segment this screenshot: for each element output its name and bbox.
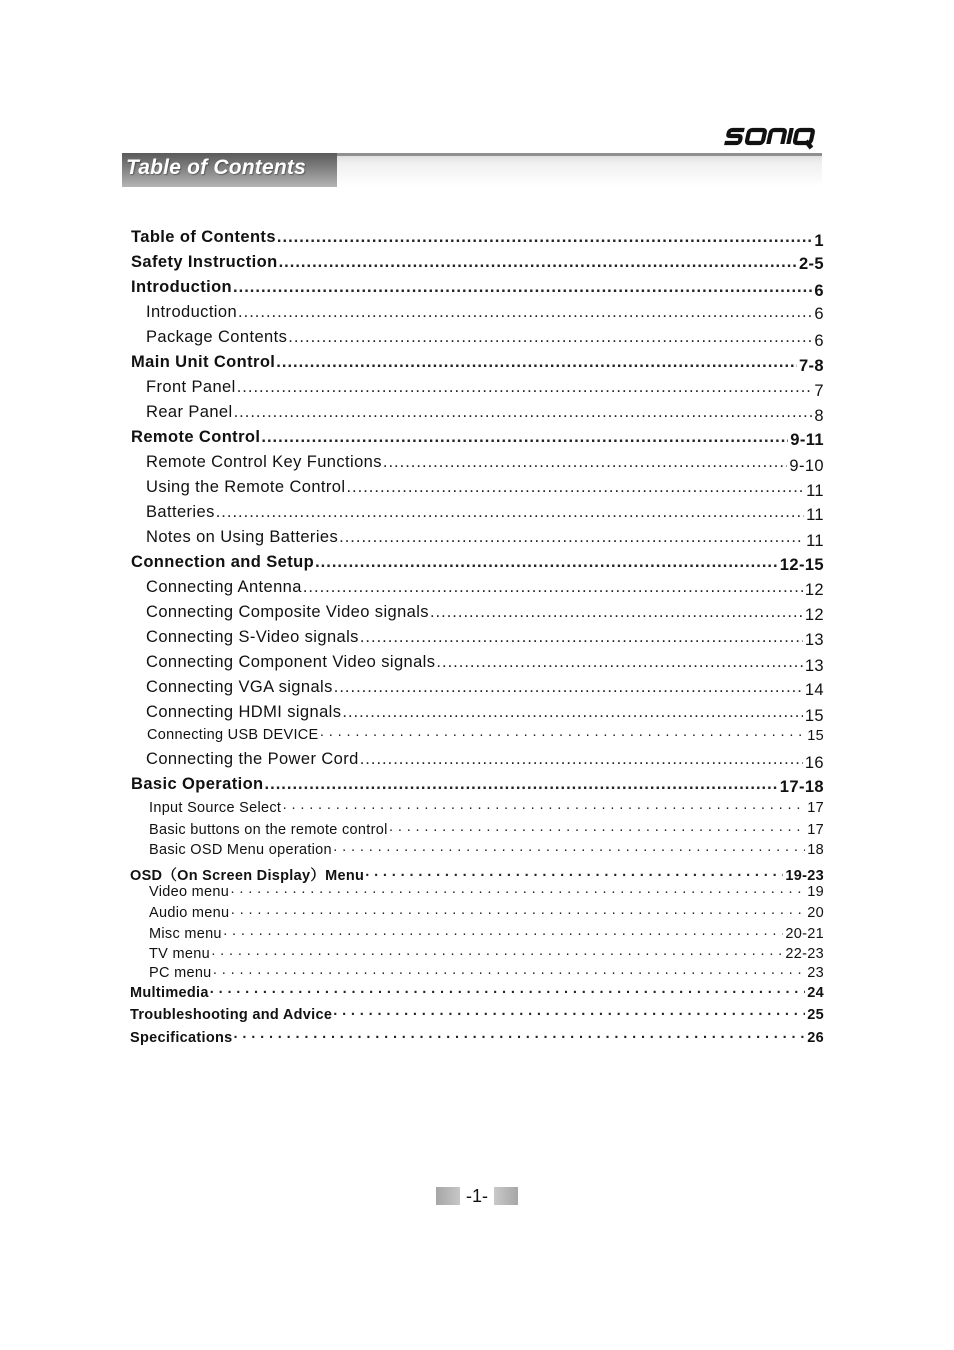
toc-entry bbox=[146, 628, 824, 647]
toc-entry-label: Connecting USB DEVICE bbox=[147, 727, 319, 743]
toc-entry-label: Basic OSD Menu operation bbox=[149, 842, 332, 858]
toc-entry-label: TV menu bbox=[149, 946, 210, 962]
toc-entry-label: Using the Remote Control bbox=[146, 478, 346, 496]
toc-entry-page: 11 bbox=[806, 482, 824, 500]
toc-entry bbox=[146, 503, 824, 522]
toc-entry-label: Batteries bbox=[146, 503, 215, 521]
toc-entry-label: PC menu bbox=[149, 965, 212, 981]
toc-entry-label: Basic Operation bbox=[131, 775, 264, 793]
toc-entry-page: 14 bbox=[804, 681, 824, 699]
toc-entry-page: 6 bbox=[814, 332, 824, 350]
toc-entry-page: 6 bbox=[814, 305, 824, 323]
toc-entry bbox=[131, 278, 824, 300]
toc-entry bbox=[131, 253, 824, 272]
toc-entry bbox=[149, 822, 824, 838]
toc-dot-leader bbox=[279, 253, 797, 272]
toc-entry-page: 17 bbox=[807, 822, 824, 838]
toc-entry-label: Connecting HDMI signals bbox=[146, 703, 342, 721]
toc-entry-page: 13 bbox=[804, 657, 824, 675]
toc-entry bbox=[146, 603, 824, 622]
toc-dot-leader bbox=[211, 946, 783, 962]
toc-entry bbox=[146, 678, 824, 697]
toc-entry-label: Multimedia bbox=[130, 985, 209, 1001]
toc-entry-label: Connection and Setup bbox=[131, 553, 315, 571]
toc-entry-page: 7-8 bbox=[798, 357, 824, 375]
toc-dot-leader bbox=[233, 278, 812, 297]
toc-entry bbox=[146, 578, 824, 597]
toc-entry bbox=[146, 378, 824, 400]
footer-bar-right bbox=[490, 1187, 518, 1205]
toc-entry-page: 2-5 bbox=[798, 255, 824, 273]
toc-entry-label: Connecting VGA signals bbox=[146, 678, 333, 696]
toc-entry-label: Troubleshooting and Advice bbox=[130, 1007, 333, 1023]
toc-entry-page: 12-15 bbox=[779, 556, 824, 574]
toc-entry-page: 11 bbox=[806, 506, 824, 524]
toc-entry-label: Remote Control Key Functions bbox=[146, 453, 382, 471]
page-number: -1- bbox=[460, 1186, 494, 1206]
toc-dot-leader bbox=[234, 403, 813, 422]
toc-entry-page: 24 bbox=[807, 985, 824, 1001]
toc-entry-label: Introduction bbox=[146, 303, 238, 321]
toc-dot-leader bbox=[389, 822, 806, 838]
toc-entry-page: 15 bbox=[807, 728, 824, 744]
toc-entry bbox=[131, 775, 824, 794]
toc-entry-label: Rear Panel bbox=[146, 403, 233, 421]
toc-dot-leader bbox=[210, 985, 806, 1001]
toc-entry bbox=[149, 842, 824, 858]
toc-dot-leader bbox=[315, 553, 778, 572]
toc-entry-page: 23 bbox=[807, 965, 824, 981]
toc-dot-leader bbox=[320, 727, 806, 743]
toc-entry-label: Table of Contents bbox=[131, 228, 276, 246]
toc-entry-page: 25 bbox=[807, 1007, 824, 1023]
toc-entry-label: Connecting Antenna bbox=[146, 578, 302, 596]
toc-entry bbox=[130, 985, 824, 1001]
toc-dot-leader bbox=[342, 703, 802, 722]
toc-entry-page: 20-21 bbox=[785, 926, 824, 942]
toc-entry-label: OSD（On Screen Display）Menu bbox=[130, 868, 365, 884]
toc-entry bbox=[130, 864, 824, 885]
toc-entry-label: Notes on Using Batteries bbox=[146, 528, 339, 546]
toc-dot-leader bbox=[334, 678, 803, 697]
toc-dot-leader bbox=[237, 378, 813, 397]
toc-entry bbox=[131, 428, 824, 447]
toc-entry bbox=[131, 228, 824, 250]
toc-entry-page: 9-10 bbox=[789, 457, 824, 475]
toc-entry-label: Video menu bbox=[149, 884, 230, 900]
toc-entry bbox=[149, 905, 824, 921]
toc-dot-leader bbox=[436, 653, 802, 672]
toc-entry-page: 17-18 bbox=[779, 778, 824, 796]
toc-entry bbox=[146, 303, 824, 322]
toc-entry-page: 9-11 bbox=[790, 431, 824, 449]
toc-entry-page: 15 bbox=[804, 707, 824, 725]
toc-entry bbox=[146, 653, 824, 675]
toc-entry-label: Introduction bbox=[131, 278, 233, 296]
toc-entry-page: 12 bbox=[804, 581, 824, 599]
toc-entry-label: Safety Instruction bbox=[131, 253, 278, 271]
toc-entry-label: Basic buttons on the remote control bbox=[149, 822, 388, 838]
toc-entry bbox=[146, 528, 824, 550]
toc-entry bbox=[149, 926, 824, 942]
toc-entry-label: Connecting Component Video signals bbox=[146, 653, 436, 671]
toc-entry-page: 16 bbox=[804, 754, 824, 772]
toc-dot-leader bbox=[360, 750, 803, 769]
toc-entry-label: Connecting the Power Cord bbox=[146, 750, 359, 768]
toc-dot-leader bbox=[282, 800, 805, 816]
toc-dot-leader bbox=[276, 353, 797, 372]
toc-entry bbox=[146, 453, 824, 475]
toc-entry bbox=[146, 328, 824, 350]
toc-dot-leader bbox=[234, 1030, 806, 1046]
toc-dot-leader bbox=[383, 453, 787, 472]
toc-entry-page: 6 bbox=[814, 282, 824, 300]
toc-entry-page: 18 bbox=[807, 842, 824, 858]
toc-entry-page: 20 bbox=[807, 905, 824, 921]
toc-dot-leader bbox=[333, 842, 805, 858]
toc-dot-leader bbox=[360, 628, 803, 647]
toc-entry-page: 17 bbox=[807, 800, 824, 816]
toc-entry-label: Front Panel bbox=[146, 378, 236, 396]
toc-dot-leader bbox=[223, 926, 784, 942]
toc-dot-leader bbox=[213, 965, 806, 981]
toc-entry bbox=[130, 1007, 824, 1023]
toc-entry-label: Main Unit Control bbox=[131, 353, 276, 371]
toc-entry-label: Specifications bbox=[130, 1030, 233, 1046]
toc-entry-label: Connecting Composite Video signals bbox=[146, 603, 429, 621]
toc-entry-label: Audio menu bbox=[149, 905, 230, 921]
toc-dot-leader bbox=[230, 905, 805, 921]
toc-entry bbox=[146, 750, 824, 772]
toc-entry-page: 12 bbox=[804, 606, 824, 624]
toc-dot-leader bbox=[303, 578, 803, 597]
toc-entry bbox=[146, 478, 824, 500]
toc-dot-leader bbox=[333, 1007, 805, 1023]
toc-entry bbox=[146, 703, 824, 725]
toc-dot-leader bbox=[230, 884, 805, 900]
toc-dot-leader bbox=[216, 503, 804, 522]
toc-entry-page: 26 bbox=[807, 1030, 824, 1046]
toc-entry bbox=[131, 553, 824, 572]
toc-entry-label: Package Contents bbox=[146, 328, 288, 346]
toc-entry-page: 19 bbox=[807, 884, 824, 900]
toc-entry-page: 1 bbox=[814, 232, 824, 250]
toc-entry-page: 8 bbox=[814, 407, 824, 425]
toc-dot-leader bbox=[288, 328, 812, 347]
toc-entry-label: Remote Control bbox=[131, 428, 261, 446]
toc-dot-leader bbox=[238, 303, 812, 322]
toc-dot-leader bbox=[277, 228, 813, 247]
toc-entry-page: 13 bbox=[804, 631, 824, 649]
toc-entry bbox=[149, 800, 824, 816]
toc-dot-leader bbox=[265, 775, 778, 794]
toc-entry bbox=[131, 353, 824, 375]
toc-entry-page: 22-23 bbox=[785, 946, 824, 962]
toc-entry bbox=[149, 965, 824, 981]
toc-entry-page: 11 bbox=[806, 532, 824, 550]
toc-entry bbox=[130, 1030, 824, 1046]
page-title: Table of Contents bbox=[126, 156, 306, 179]
toc-entry bbox=[146, 403, 824, 425]
toc-entry-page: 7 bbox=[814, 382, 824, 400]
toc-entry-page: 19-23 bbox=[785, 868, 824, 884]
toc-dot-leader bbox=[430, 603, 803, 622]
toc-dot-leader bbox=[261, 428, 788, 447]
toc-entry bbox=[147, 727, 824, 743]
toc-dot-leader bbox=[346, 478, 804, 497]
toc-entry bbox=[149, 884, 824, 900]
toc-dot-leader bbox=[339, 528, 804, 547]
toc-entry bbox=[149, 946, 824, 962]
toc-entry-label: Connecting S-Video signals bbox=[146, 628, 359, 646]
toc-entry-label: Input Source Select bbox=[149, 800, 282, 816]
toc-dot-leader bbox=[365, 868, 783, 884]
toc-entry-label: Misc menu bbox=[149, 926, 222, 942]
